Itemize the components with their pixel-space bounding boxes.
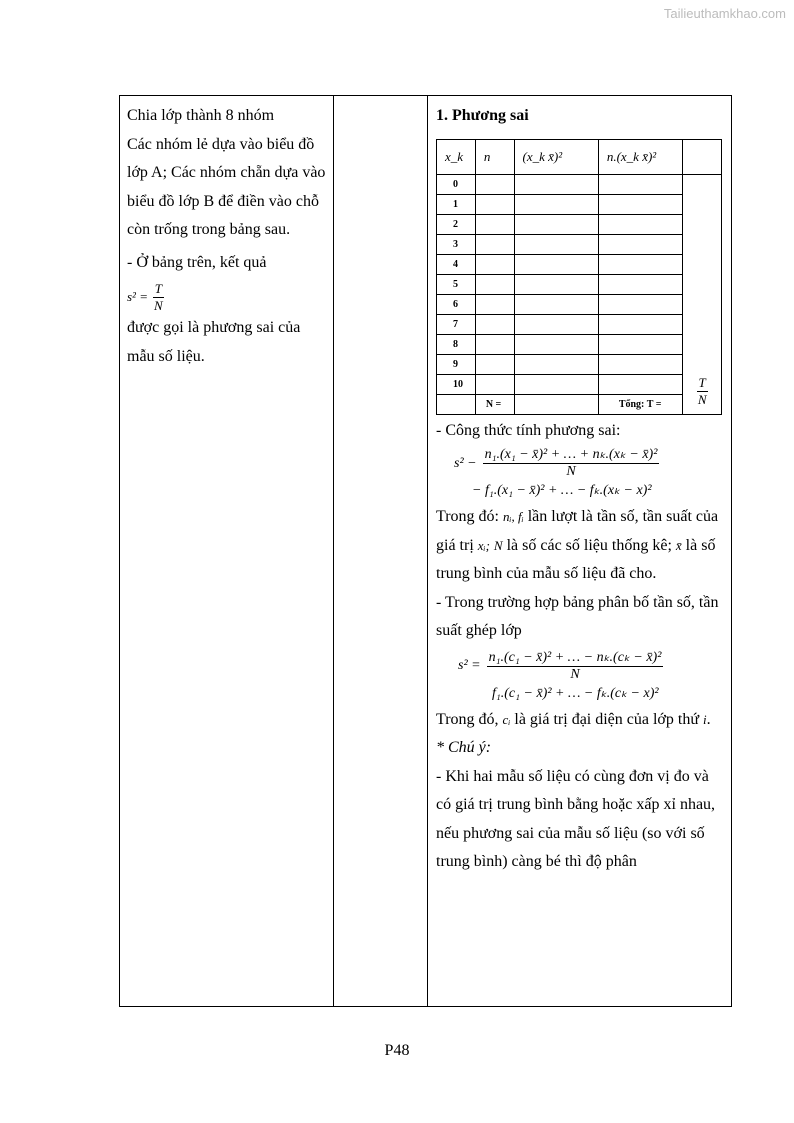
row-value: 8 — [437, 334, 476, 354]
activity-column — [120, 96, 334, 1006]
middle-column — [334, 96, 428, 1006]
variance-table — [436, 139, 722, 415]
ratio-denominator: N — [697, 391, 707, 407]
grouped-variance-frequency: f₁.(c₁ − x̄)² + … − fₖ.(cₖ − x)² — [492, 685, 659, 701]
variance-fraction — [152, 281, 165, 314]
formula-lhs: s² − — [454, 455, 477, 471]
lesson-table — [119, 95, 732, 1007]
ratio-cell — [683, 174, 722, 414]
note-text: - Khi hai mẫu số liệu có cùng đơn vị đo và có giá trị trung bình bằng hoặc xấp xỉ nhau, nếu phương sai của mẫu số liệu (so với số trung bình) càng bé thì độ phân — [436, 767, 716, 870]
row-value: 4 — [437, 254, 476, 274]
fraction-numerator: T — [154, 281, 162, 296]
result-intro: - Ở bảng trên, kết quả — [127, 253, 267, 271]
header-xk: x_k — [437, 139, 476, 174]
group-task: Các nhóm lẻ dựa vào biểu đồ lớp A; Các nhóm chẵn dựa vào biểu đồ lớp B để điền vào chỗ còn trống trong bảng sau. — [127, 135, 326, 238]
formula-numerator: n₁.(x₁ − x̄)² + … + nₖ.(xₖ − x̄)² — [484, 447, 658, 462]
row-value: 10 — [437, 374, 476, 394]
row-value: 1 — [437, 194, 476, 214]
header-weighted: n.(x_k x̄)² — [598, 139, 682, 174]
grouped-formula-denominator: N — [570, 666, 580, 682]
row-value: 0 — [437, 174, 476, 194]
variance-symbol: s² = — [127, 289, 148, 305]
content-column — [428, 96, 732, 1006]
class-value-definition: Trong đó, cᵢ là giá trị đại diện của lớp thứ i. — [436, 710, 711, 728]
variance-definition: được gọi là phương sai của mẫu số liệu. — [127, 319, 301, 365]
grouped-formula-lhs: s² = — [458, 658, 481, 673]
header-deviation: (x_k x̄)² — [514, 139, 598, 174]
formula-denominator: N — [566, 464, 576, 479]
row-value: 5 — [437, 274, 476, 294]
row-value: 6 — [437, 294, 476, 314]
row-value: 3 — [437, 234, 476, 254]
section-heading: 1. Phương sai — [436, 107, 529, 124]
formula-intro: - Công thức tính phương sai: — [436, 421, 621, 439]
row-value: 2 — [437, 214, 476, 234]
page-label: P48 — [384, 1042, 410, 1059]
row-value: 7 — [437, 314, 476, 334]
variance-formula — [454, 447, 726, 480]
total-n-label: N = — [475, 394, 514, 414]
header-n: n — [475, 139, 514, 174]
watermark: Tailieuthamkhao.com — [663, 6, 786, 21]
variance-formula-frequency: − f₁.(x₁ − x̄)² + … − fₖ.(xₖ − x)² — [472, 483, 652, 498]
row-value: 9 — [437, 354, 476, 374]
ratio-numerator: T — [698, 374, 706, 390]
header-blank — [683, 139, 722, 174]
fraction-denominator: N — [153, 298, 163, 313]
total-t-label: Tổng: T = — [598, 394, 682, 414]
grouped-formula-numerator: n₁.(c₁ − x̄)² + … − nₖ.(cₖ − x̄)² — [488, 649, 662, 665]
grouped-variance-formula — [458, 650, 726, 683]
note-title: * Chú ý: — [436, 739, 492, 756]
grouped-intro: - Trong trường hợp bảng phân bố tần số, tần suất ghép lớp — [436, 593, 719, 639]
group-instruction: Chia lớp thành 8 nhóm — [127, 107, 275, 124]
definition-terms: Trong đó: nᵢ, fᵢ lần lượt là tần số, tần suất của giá trị xᵢ; N là số các số liệu thống kê; x̄ là số trung bình của mẫu số liệu đã cho. — [436, 508, 719, 582]
